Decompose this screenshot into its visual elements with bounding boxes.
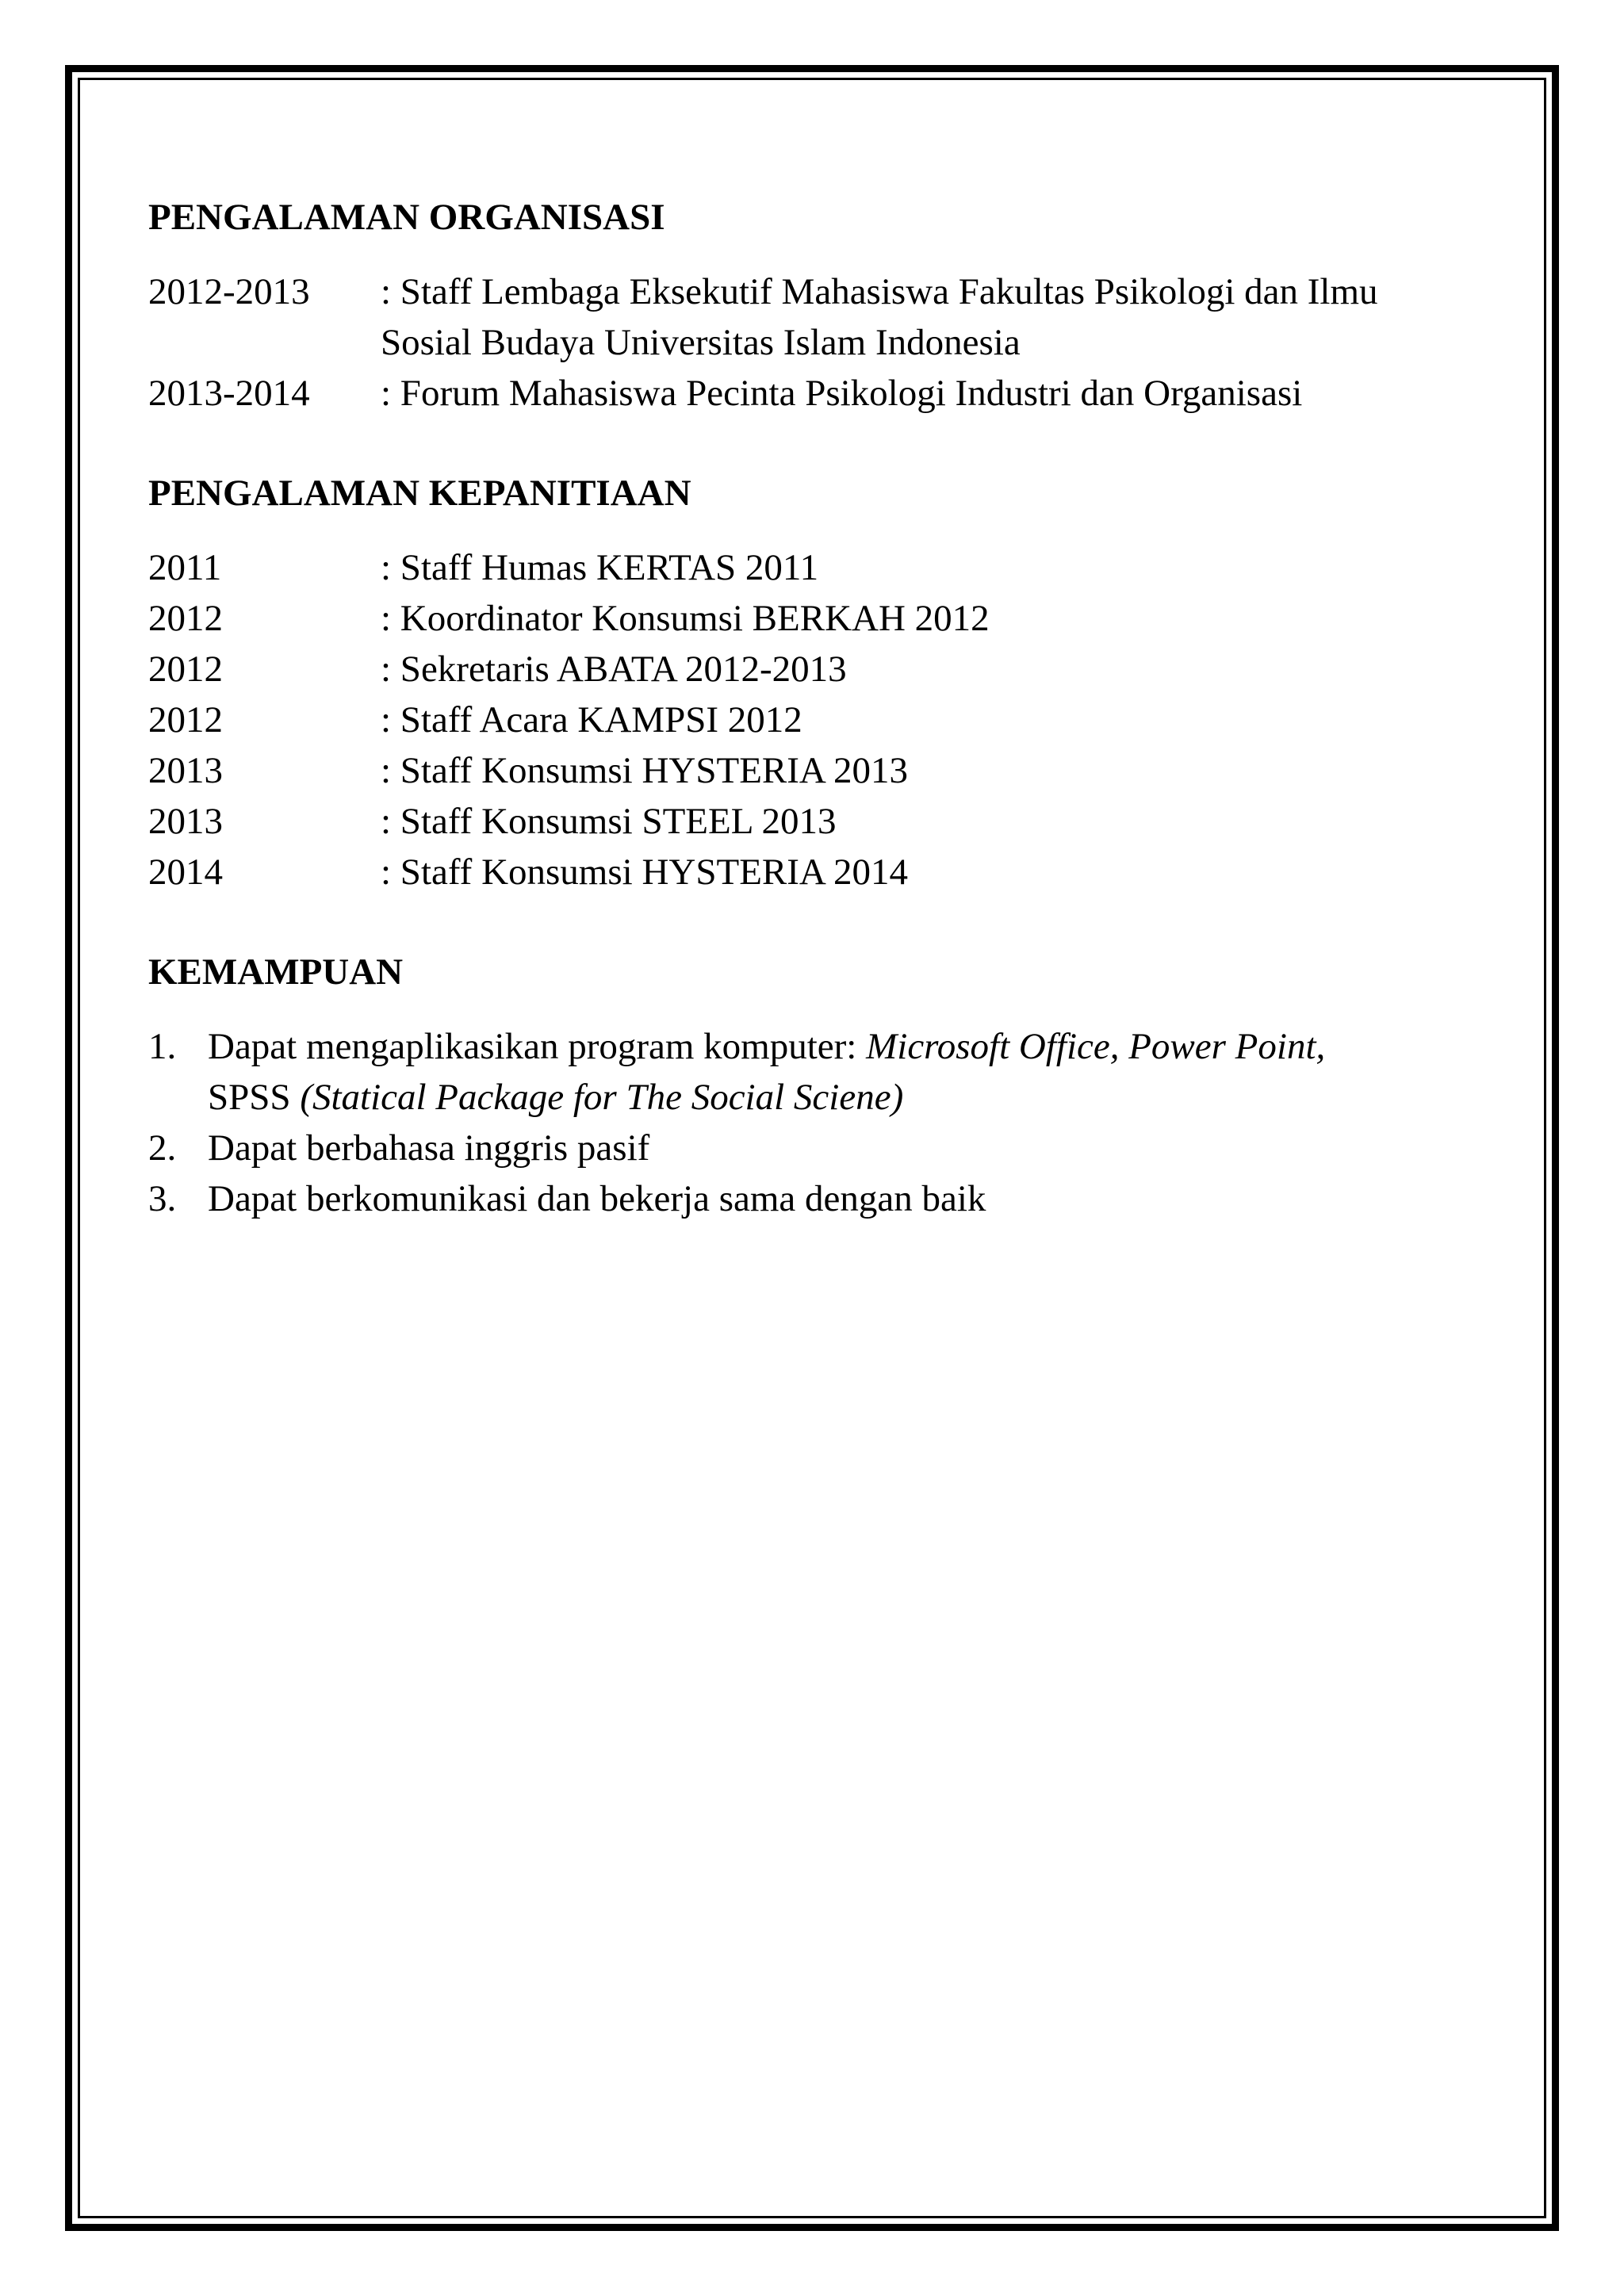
kepanitiaan-desc: : Staff Konsumsi HYSTERIA 2014 [381, 851, 908, 893]
kemampuan-text [208, 1021, 1449, 1123]
kepanitiaan-year: 2011 [148, 547, 222, 588]
organisasi-year: 2012-2013 [148, 271, 310, 312]
kepanitiaan-desc: : Koordinator Konsumsi BERKAH 2012 [381, 598, 990, 639]
kemampuan-list [148, 1021, 1449, 1224]
kemampuan-text-italic: Microsoft Office, Power Point, [866, 1026, 1326, 1067]
heading-organisasi: PENGALAMAN ORGANISASI [148, 197, 665, 238]
kepanitiaan-row [148, 796, 1449, 847]
kemampuan-text: Dapat berkomunikasi dan bekerja sama dengan baik [208, 1178, 986, 1219]
kepanitiaan-desc: : Sekretaris ABATA 2012-2013 [381, 649, 847, 690]
kepanitiaan-list [148, 542, 1449, 897]
heading-kepanitiaan: PENGALAMAN KEPANITIAAN [148, 473, 691, 514]
kepanitiaan-year: 2012 [148, 649, 223, 690]
kemampuan-text-plain-2: SPSS [208, 1077, 301, 1118]
kepanitiaan-row [148, 542, 1449, 593]
kemampuan-item [148, 1173, 1449, 1224]
kepanitiaan-row [148, 644, 1449, 695]
kepanitiaan-desc: : Staff Konsumsi STEEL 2013 [381, 801, 837, 842]
kepanitiaan-year: 2013 [148, 750, 223, 791]
document-body [148, 192, 1449, 1224]
kepanitiaan-row [148, 847, 1449, 897]
section-kepanitiaan [148, 468, 1449, 897]
kepanitiaan-year: 2012 [148, 699, 223, 740]
kepanitiaan-row [148, 593, 1449, 644]
section-organisasi [148, 192, 1449, 419]
kemampuan-text: Dapat berbahasa inggris pasif [208, 1127, 650, 1169]
organisasi-desc: : Forum Mahasiswa Pecinta Psikologi Industri dan Organisasi [381, 373, 1303, 414]
kepanitiaan-row [148, 745, 1449, 796]
kepanitiaan-desc: : Staff Acara KAMPSI 2012 [381, 699, 802, 740]
kepanitiaan-year: 2012 [148, 598, 223, 639]
kemampuan-number: 1. [148, 1026, 177, 1067]
organisasi-row [148, 266, 1449, 368]
kepanitiaan-desc: : Staff Konsumsi HYSTERIA 2013 [381, 750, 908, 791]
kepanitiaan-year: 2014 [148, 851, 223, 893]
heading-kemampuan: KEMAMPUAN [148, 951, 404, 993]
kepanitiaan-year: 2013 [148, 801, 223, 842]
organisasi-row [148, 368, 1449, 419]
kemampuan-number: 3. [148, 1178, 177, 1219]
organisasi-list [148, 266, 1449, 419]
kemampuan-text-italic-2: (Statical Package for The Social Sciene) [300, 1077, 904, 1118]
organisasi-desc: : Staff Lembaga Eksekutif Mahasiswa Fakultas Psikologi dan Ilmu Sosial Budaya Universitas Islam Indonesia [381, 271, 1378, 363]
kemampuan-item [148, 1123, 1449, 1173]
kemampuan-text-plain: Dapat mengaplikasikan program komputer: [208, 1026, 867, 1067]
section-kemampuan [148, 947, 1449, 1224]
kepanitiaan-desc: : Staff Humas KERTAS 2011 [381, 547, 819, 588]
kemampuan-number: 2. [148, 1127, 177, 1169]
kepanitiaan-row [148, 695, 1449, 745]
organisasi-year: 2013-2014 [148, 373, 310, 414]
kemampuan-item [148, 1021, 1449, 1123]
